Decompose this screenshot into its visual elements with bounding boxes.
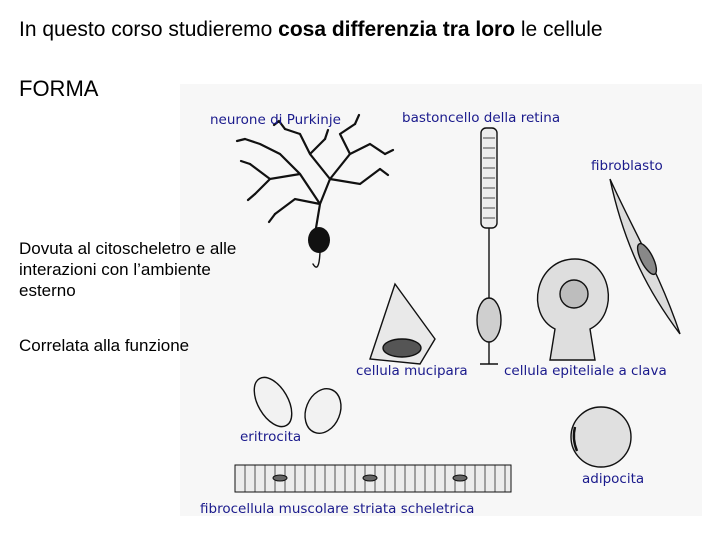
cell-drawings	[180, 84, 702, 516]
adipocyte-drawing	[571, 407, 631, 467]
label-adipocyte: adipocita	[582, 471, 645, 487]
shape-function-text: Correlata alla funzione	[19, 336, 190, 355]
cell-shapes-illustration	[180, 84, 702, 516]
purkinje-soma-drawing	[308, 227, 330, 253]
retina-rod-drawing	[477, 128, 501, 364]
slide-title	[19, 18, 603, 42]
title-prefix: In questo corso studieremo	[19, 18, 279, 41]
label-rod: bastoncello della retina	[402, 110, 561, 126]
muscle-fiber-drawing	[235, 465, 511, 492]
club-cell-drawing	[538, 259, 609, 360]
fibroblast-drawing	[610, 179, 680, 334]
label-fibroblast: fibroblasto	[591, 158, 663, 174]
label-muscle: fibrocellula muscolare striata scheletrica	[200, 501, 475, 517]
label-goblet: cellula mucipara	[356, 363, 468, 379]
label-club: cellula epiteliale a clava	[504, 363, 667, 379]
section-heading: FORMA	[19, 76, 99, 101]
shape-cause-text: Dovuta al citoscheletro e alle interazioni con l’ambiente esterno	[19, 239, 237, 300]
label-purkinje: neurone di Purkinje	[210, 112, 341, 128]
label-erythrocyte: eritrocita	[240, 429, 302, 445]
goblet-cell-drawing	[370, 284, 435, 364]
title-emphasis: cosa differenzia tra loro	[278, 18, 516, 41]
title-suffix: le cellule	[515, 18, 603, 41]
